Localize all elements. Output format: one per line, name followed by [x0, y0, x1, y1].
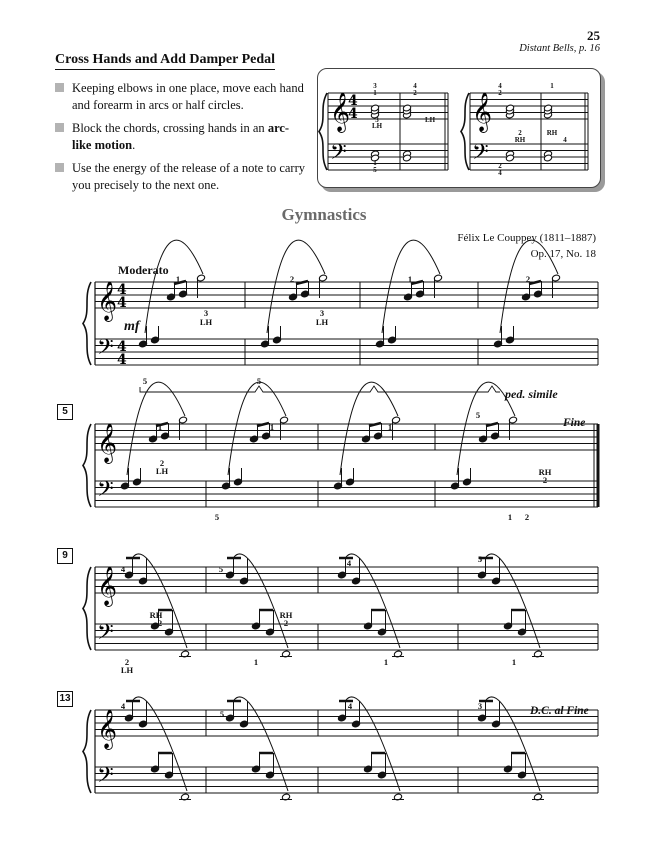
beam: [529, 281, 541, 284]
measure-number: 9: [57, 548, 73, 564]
measure-number: 5: [57, 404, 73, 420]
section-title: Cross Hands and Add Damper Pedal: [55, 52, 275, 70]
fingering: LH: [199, 317, 213, 327]
treble-clef-icon: 𝄞: [97, 423, 118, 463]
fingering: RH: [149, 610, 163, 620]
pedal-bracket: [140, 386, 500, 392]
fingering: 3: [373, 82, 377, 90]
fingering: LH: [155, 466, 169, 476]
fingering: 2: [525, 274, 531, 284]
fingering: 1: [269, 422, 275, 432]
tip-bold-text: arc-like motion: [72, 121, 290, 152]
dc-al-fine-marking: D.C. al Fine: [530, 705, 589, 717]
fingering: LH: [424, 116, 436, 124]
fingering: 2: [498, 162, 502, 170]
time-signature-top: 4: [117, 339, 127, 355]
fingering: 4: [120, 564, 126, 574]
page-number: 25: [587, 28, 600, 43]
fingering: 5: [477, 554, 483, 564]
fingering: 2: [413, 89, 417, 97]
fingering: 1: [373, 89, 377, 97]
slur: [346, 697, 400, 791]
beam: [486, 423, 498, 426]
fingering: 1: [407, 274, 413, 284]
treble-clef-icon: 𝄞: [97, 566, 118, 606]
fingering: 4: [346, 558, 352, 568]
fingering-layer: [121, 82, 567, 719]
bass-clef-icon: 𝄢: [97, 763, 114, 793]
fingering: RH: [514, 136, 526, 144]
fine-marking: Fine: [563, 417, 586, 429]
cross-reference: Distant Bells, p. 16: [519, 43, 600, 54]
slur: [133, 697, 187, 791]
fingering: LH: [120, 665, 134, 675]
fingering: 5: [218, 564, 224, 574]
fingering: 3: [319, 308, 325, 318]
bass-clef-icon: 𝄢: [97, 477, 114, 507]
fingering: 1: [373, 159, 377, 167]
fingering: 5: [256, 376, 262, 386]
fingering: 4: [347, 701, 353, 711]
fingering: RH: [538, 467, 552, 477]
fingering: 1: [511, 657, 517, 667]
fingering: LH: [371, 122, 383, 130]
fingering: 5: [373, 166, 377, 174]
fingering: 1: [383, 657, 389, 667]
fingering: 2: [124, 657, 130, 667]
slur: [234, 554, 288, 648]
fingering: 4: [563, 136, 567, 144]
slur: [133, 554, 187, 648]
composer: Félix Le Couppey (1811–1887): [457, 232, 596, 244]
fingering: 5: [142, 376, 148, 386]
opus-number: Op. 17, No. 18: [530, 248, 596, 260]
time-signature-bottom: 4: [117, 352, 127, 368]
fingering: 2: [542, 475, 548, 485]
slur: [486, 697, 540, 791]
slur: [234, 697, 288, 791]
fingering: 5: [214, 512, 220, 522]
fingering: 4: [498, 82, 502, 90]
fingering: 5: [219, 709, 225, 719]
measure-number: 13: [57, 691, 73, 707]
beam: [369, 423, 381, 426]
fingering: 3: [477, 701, 483, 711]
fingering: 1: [507, 512, 513, 522]
brace: [83, 424, 91, 507]
tip-text: Block the chords, crossing hands in an: [72, 121, 268, 135]
time-signature-top: 4: [348, 93, 358, 109]
bass-clef-icon: 𝄢: [472, 140, 489, 170]
slur: [346, 554, 400, 648]
tip-text-end: .: [132, 137, 136, 152]
bass-clef-icon: 𝄢: [97, 620, 114, 650]
fingering: LH: [315, 317, 329, 327]
fingering: 2: [498, 89, 502, 97]
bass-clef-icon: 𝄢: [97, 335, 114, 365]
brace: [83, 567, 91, 650]
fingering: 2: [157, 618, 163, 628]
beam: [296, 281, 308, 284]
beam: [257, 423, 269, 426]
fingering: 1: [175, 274, 181, 284]
fingering: 4: [498, 169, 502, 177]
fingering: 2: [289, 274, 295, 284]
fingering: 1: [387, 422, 393, 432]
fingering: 2: [524, 512, 530, 522]
fingering: 4: [413, 82, 417, 90]
treble-clef-icon: 𝄞: [97, 709, 118, 749]
tempo-marking: Moderato: [118, 263, 169, 277]
fingering: 5: [475, 410, 481, 420]
fingering: 4: [120, 701, 126, 711]
brace: [83, 710, 91, 793]
brace: [461, 93, 469, 170]
fingering: RH: [546, 129, 558, 137]
treble-clef-icon: 𝄞: [97, 281, 118, 321]
dynamic-marking: mf: [124, 319, 140, 334]
fingering: 2: [283, 618, 289, 628]
time-signature-top: 4: [117, 282, 127, 298]
piece-title: Gymnastics: [281, 205, 367, 224]
fingering: RH: [279, 610, 293, 620]
brace: [319, 93, 327, 170]
fingering: 2: [518, 129, 522, 137]
fingering: 1: [253, 657, 259, 667]
slur: [486, 554, 540, 648]
fingering: 1: [550, 82, 554, 90]
beam: [411, 281, 423, 284]
tip-text: Keeping elbows in one place, move each hand and forearm in arcs or half circles.: [72, 81, 304, 112]
fingering: 1: [157, 422, 163, 432]
treble-clef-icon: 𝄞: [472, 92, 493, 132]
time-signature-bottom: 4: [117, 295, 127, 311]
treble-clef-icon: 𝄞: [330, 92, 351, 132]
brace: [83, 282, 91, 365]
pedal-marking: ped. simile: [505, 387, 558, 401]
time-signature-bottom: 4: [348, 106, 358, 122]
fingering: 2: [159, 458, 165, 468]
fingering: 3: [203, 308, 209, 318]
fingering: 3: [375, 116, 379, 124]
bass-clef-icon: 𝄢: [330, 140, 347, 170]
staff-layer: [83, 92, 598, 801]
tip-text: Use the energy of the release of a note to carry you precisely to the next one.: [72, 161, 305, 192]
